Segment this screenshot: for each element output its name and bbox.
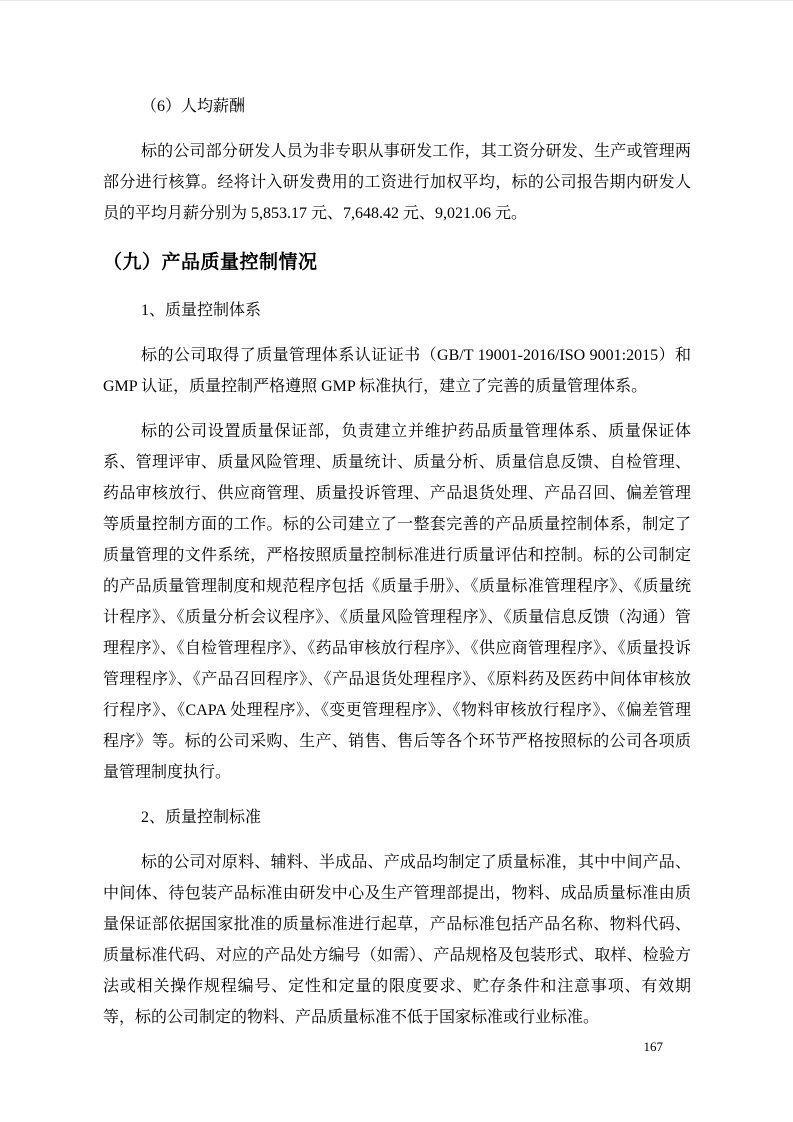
subsection-heading-2-quality-control-standards: 2、质量控制标准: [141, 809, 262, 826]
page-number: 167: [643, 1039, 663, 1054]
section-heading-9-product-quality-control: （九）产品质量控制情况: [103, 252, 318, 273]
paragraph-average-salary: 标的公司部分研发人员为非专职从事研发工作，其工资分研发、生产或管理两部分进行核算。经将计入研发费用的工资进行加权平均，标的公司报告期内研发人员的平均月薪分别为 5,853.17 元、7,648.42 元、9,021.06 元。: [103, 143, 691, 222]
paragraph-quality-assurance-system: 标的公司设置质量保证部，负责建立并维护药品质量管理体系、质量保证体系、管理评审、质量风险管理、质量统计、质量分析、质量信息反馈、自检管理、药品审核放行、供应商管理、质量投诉管理、产品退货处理、产品召回、偏差管理等质量控制方面的工作。标的公司建立了一整套完善的产品质量控制体系，制定了质量管理的文件系统，严格按照质量控制标准进行质量评估和控制。标的公司制定的产品质量管理制度和规范程序包括《质量手册》、《质量标准管理程序》、《质量统计程序》、《质量分析会议程序》、《质量风险管理程序》、《质量信息反馈（沟通）管理程序》、《自检管理程序》、《药品审核放行程序》、《供应商管理程序》、《质量投诉管理程序》、《产品召回程序》、《产品退货处理程序》、《原料药及医药中间体审核放行程序》、《CAPA 处理程序》、《变更管理程序》、《物料审核放行程序》、《偏差管理程序》等。标的公司采购、生产、销售、售后等各个环节严格按照标的公司各项质量管理制度执行。: [103, 423, 691, 781]
paragraph-quality-standards: 标的公司对原料、辅料、半成品、产成品均制定了质量标准，其中中间产品、中间体、待包装产品标准由研发中心及生产管理部提出，物料、成品质量标准由质量保证部依据国家批准的质量标准进行起草，产品标准包括产品名称、物料代码、质量标准代码、对应的产品处方编号（如需）、产品规格及包装形式、取样、检验方法或相关操作规程编号、定性和定量的限度要求、贮存条件和注意事项、有效期等，标的公司制定的物料、产品质量标准不低于国家标准或行业标准。: [103, 854, 691, 1026]
paragraph-certification: 标的公司取得了质量管理体系认证证书（GB/T 19001-2016/ISO 9001:2015）和 GMP 认证，质量控制严格遵照 GMP 标准执行，建立了完善的质量管理体系。: [103, 347, 691, 395]
page-content: [103, 91, 691, 1047]
subsection-heading-1-quality-control-system: 1、质量控制体系: [141, 302, 262, 319]
subsection-heading-6-per-capita-salary: （6）人均薪酬: [141, 98, 246, 115]
